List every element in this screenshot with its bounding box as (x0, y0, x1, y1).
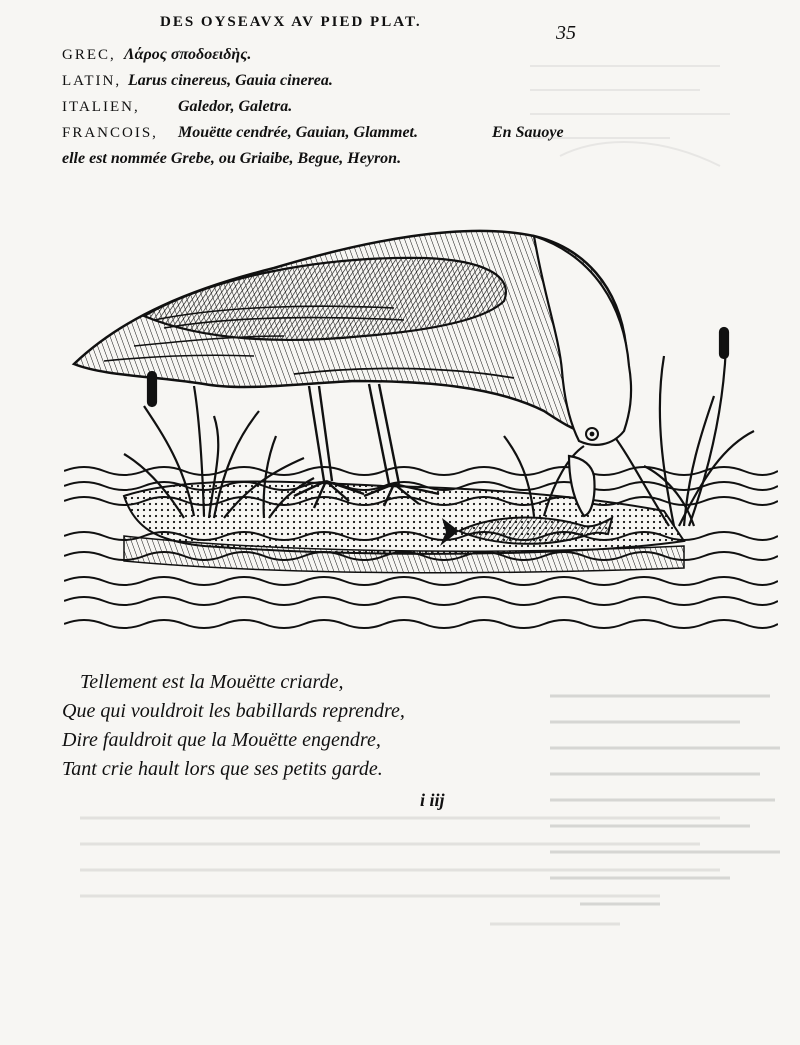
name-row-french (62, 120, 622, 146)
language-label: FRANCOIS, (62, 125, 158, 141)
latin-name: Larus cinereus, Gauia cinerea. (128, 72, 333, 89)
species-names (62, 42, 622, 172)
show-through-text-lower (60, 800, 740, 950)
gull-woodcut-illustration (64, 196, 778, 646)
name-row-latin (62, 68, 622, 94)
verse-quatrain (62, 668, 482, 784)
name-row-greek (62, 42, 622, 68)
page-number: 35 (556, 22, 576, 44)
italian-name: Galedor, Galetra. (178, 98, 293, 115)
running-head: DES OYSEAVX AV PIED PLAT. (160, 14, 422, 30)
greek-name: Λάρος σποδοειδὴς. (124, 46, 252, 63)
language-label: GREC, (62, 47, 116, 63)
verse-line: Tellement est la Mouëtte criarde, (80, 671, 344, 693)
signature-mark: i iij (420, 790, 445, 810)
names-continuation: elle est nommée Grebe, ou Griaibe, Begue, Heyron. (62, 150, 402, 167)
region-note: En Sauoye (492, 124, 564, 141)
verse-line: Que qui vouldroit les babillards reprendre, (62, 700, 405, 722)
french-name: Mouëtte cendrée, Gauian, Glammet. (178, 124, 418, 141)
verse-line: Dire fauldroit que la Mouëtte engendre, (62, 729, 381, 751)
language-label: LATIN, (62, 73, 122, 89)
verse-line: Tant crie hault lors que ses petits garde. (62, 758, 383, 780)
language-label: ITALIEN, (62, 99, 140, 115)
name-row-italian (62, 94, 622, 120)
